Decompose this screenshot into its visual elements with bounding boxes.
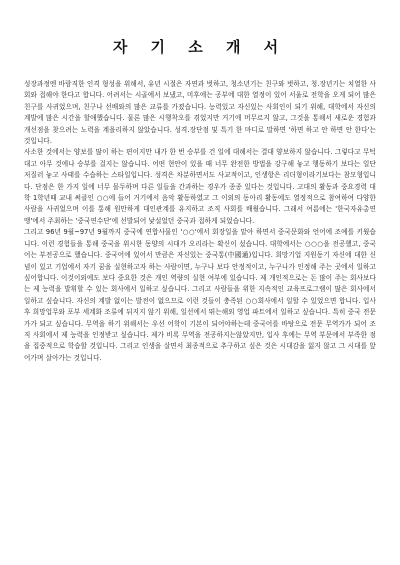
paragraph-personality: 사소한 것에서는 양보를 많이 하는 편이지만 내가 한 번 승부를 건 일에 대해서는 결대 양보하지 않습니다. 그렇다고 무턱대고 아무 것에나 승부를 걸지는 않습니다. 어떤 현안이 있을 때 너무 완전한 방법을 강구해 놓고 행동하기 보다는 일단 저질러 놓고 사태를 수습하는 스타일입니다. 성격은 차분하면서도 사교적이고, 인생항은 리더형이라기보다는 참모형입니다. 단점은 한 가지 일에 너무 몰두하며 다른 일들을 간과하는 경우가 종종 있다는 것입니다. 고대의 활동과 중요경력 대학 1학년때 교내 써클인 ○○에 들어 거기에서 음악 활동하였고 그 이외의 동아리 활동에도 열정적으로 참여하여 다양한 사람을 사귀었으며 이를 통해 원만하게 대인관계를 유지하고 조직 사회를 배웠습니다. 그래서 여름에는 '한국자유총연맹'에서 주최하는 '중국연수단'에 선발되어 낯설었던 중국과 접하게 되었습니다.: [24, 148, 376, 225]
document-title: 자 기 소 개 서: [112, 38, 288, 56]
document-body: [24, 79, 376, 364]
paragraph-motivation: 그리고 96년 9월~97년 9월까지 중국에 연합사물인 '○○'에서 회장일을 맡아 하면서 중국문화와 언어에 조예를 키웠습니다. 이런 경험들을 통해 중국을 위시한 동양의 시대가 오리라는 확신이 섰습니다. 대학에서는 ○○○을 전공했고, 중국어는 부전공으로 했습니다. 중국어에 있어서 만큼은 자신있는 중국통(中國通)입니다. 희망기업 지원동기 자신에 대한 신념이 있고 기업에서 자기 꿈을 실현하고자 하는 사람이면, 누구나 보다 안정적이고, 누구나가 인정해 주는 곳에서 일하고 싶어합니다. 이것이외에도 보다 중요한 것은 개인 역량의 실현 여부에 있습니다. 제 개인적으로는 돈 많이 주는 회사보다는 제 능력을 발휘할 수 있는 회사에서 일하고 싶습니다. 그리고 사람들을 위한 지속적인 교육프로그램이 많은 회사에서 일하고 싶습니다. 자신의 계발 없이는 발전이 없으므로 이런 것들이 충족된 ○○회사에서 일할 수 있었으면 합니다. 입사 후 희망업무와 포부 세계화 조류에 뒤지지 않기 위해, 일선에서 뛰는해외 영업 파트에서 일하고 싶습니다. 특히 중국 전문가가 되고 싶습니다. 무역을 하기 위해서는 우선 어학이 기본이 되어야하는데 중국어를 바탕으로 전문 무역가가 되어 조직 사회에서 제 능력을 인정받고 싶습니다. 제가 비록 무역을 전공하지는않았지만, 입사 후에는 무역 부문에서 부족한 점을 집중적으로 학습할 것입니다. 그리고 인생을 살면서 최종적으로 추구하고 싶은 것은 시대감을 잃지 않고 그 시대를 앞어가며 살아가는 것입니다.: [24, 228, 376, 362]
paragraph-upbringing: 성장과정엔 바람직한 인격 형성을 위해서, 유년 시절은 자연과 벗하고, 청소년기는 친구와 벗하고, 청.장년기는 치열한 사회와 접해야 한다고 합니다. 어려서는 시골에서 보냈고, 미후에는 공부에 대한 열정이 있어 서울로 전학을 오게 되어 많은 친구를 사귀었으며, 친구나 선배와의 많은 교류를 가졌습니다. 능력있고 자신있는 사회인이 되기 위해, 대학에서 자신의 계발에 많은 시간을 할애했습니다. 물론 많은 시행착오를 겪었지만 거기에 머무르지 않고, 그것을 통해서 새로운 경험과 개선점을 찾으려는 노력을 계을리하지 않았습니다. 성격.장단점 및 특기 한 마디로 말하면 '하면 하고 안 하면 안 한다'는 것입니다.: [24, 80, 376, 146]
